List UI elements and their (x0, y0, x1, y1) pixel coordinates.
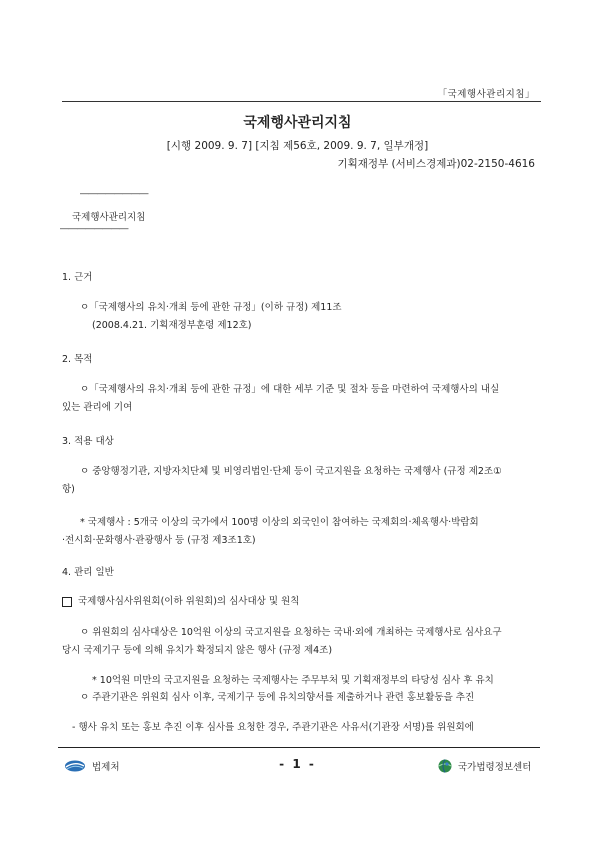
section-4-note-1: * 10억원 미만의 국고지원을 요청하는 국제행사는 주무부처 및 기획재정부의 타당성 심사 후 유치 (92, 675, 494, 686)
section-4-line-1: ㅇ 위원회의 심사대상은 10억원 이상의 국고지원을 요청하는 국내·외에 개최하는 국제행사로 심사요구 (80, 627, 502, 638)
ministry-line: 기획재정부 (서비스경제과)02-2150-4616 (337, 158, 535, 170)
section-2-heading: 2. 목적 (62, 354, 93, 365)
footer-left-label: 법제처 (92, 762, 120, 773)
footer-right (438, 759, 531, 773)
section-4-line-3: ㅇ 주관기관은 위원회 심사 이후, 국제기구 등에 유치의향서를 제출하거나 관련 홍보활동을 추진 (80, 692, 475, 703)
section-4-heading: 4. 관리 일반 (62, 567, 114, 578)
header-divider (62, 101, 541, 102)
section-1-line-1: ㅇ「국제행사의 유치·개최 등에 관한 규정」(이하 규정) 제11조 (80, 302, 342, 313)
section-3-heading: 3. 적용 대상 (62, 436, 114, 447)
section-4-line-4: - 행사 유치 또는 홍보 추진 이후 심사를 요청한 경우, 주관기관은 사유서(기관장 서명)를 위원회에 (72, 722, 474, 733)
section-3-note-1: * 국제행사 : 5개국 이상의 국가에서 100명 이상의 외국인이 참여하는 국제회의·체육행사·박람회 (80, 517, 479, 528)
footer-divider (58, 747, 540, 748)
checkbox-icon (62, 597, 72, 607)
section-3-note-2: ·전시회·문화행사·관광행사 등 (규정 제3조1호) (62, 535, 256, 546)
box-title: 국제행사관리지침 (72, 212, 146, 223)
document-tag: 「국제행사관리지침」 (437, 89, 535, 100)
section-2-line-2: 있는 관리에 기여 (62, 402, 133, 413)
section-1-line-2: (2008.4.21. 기획재정부훈령 제12호) (92, 320, 252, 331)
revision-line: [시행 2009. 9. 7] [지침 제56호, 2009. 9. 7, 일부개정] (166, 140, 429, 152)
section-3-line-1: ㅇ 중앙행정기관, 지방자치단체 및 비영리법인·단체 등이 국고지원을 요청하는 국제행사 (규정 제2조① (80, 466, 502, 477)
section-1-heading: 1. 근거 (62, 272, 93, 283)
section-3-line-2: 항) (62, 484, 75, 495)
section-4-box-item (62, 594, 299, 610)
footer-right-label: 국가법령정보센터 (458, 762, 532, 773)
dash-top: ―――――――― (80, 189, 148, 199)
page-title: 국제행사관리지침 (243, 115, 352, 131)
page-number: - 1 - (279, 757, 316, 771)
globe-logo-icon (438, 759, 452, 773)
section-2-line-1: ㅇ「국제행사의 유치·개최 등에 관한 규정」에 대한 세부 기준 및 절차 등을 마련하여 국제행사의 내실 (80, 384, 500, 395)
section-4-line-2: 당시 국제기구 등에 의해 유치가 확정되지 않은 행사 (규정 제4조) (62, 645, 333, 656)
dash-bottom: ―――――――― (60, 224, 128, 234)
section-4-box-item-label: 국제행사심사위원회(이하 위원회)의 심사대상 및 원칙 (78, 596, 300, 607)
